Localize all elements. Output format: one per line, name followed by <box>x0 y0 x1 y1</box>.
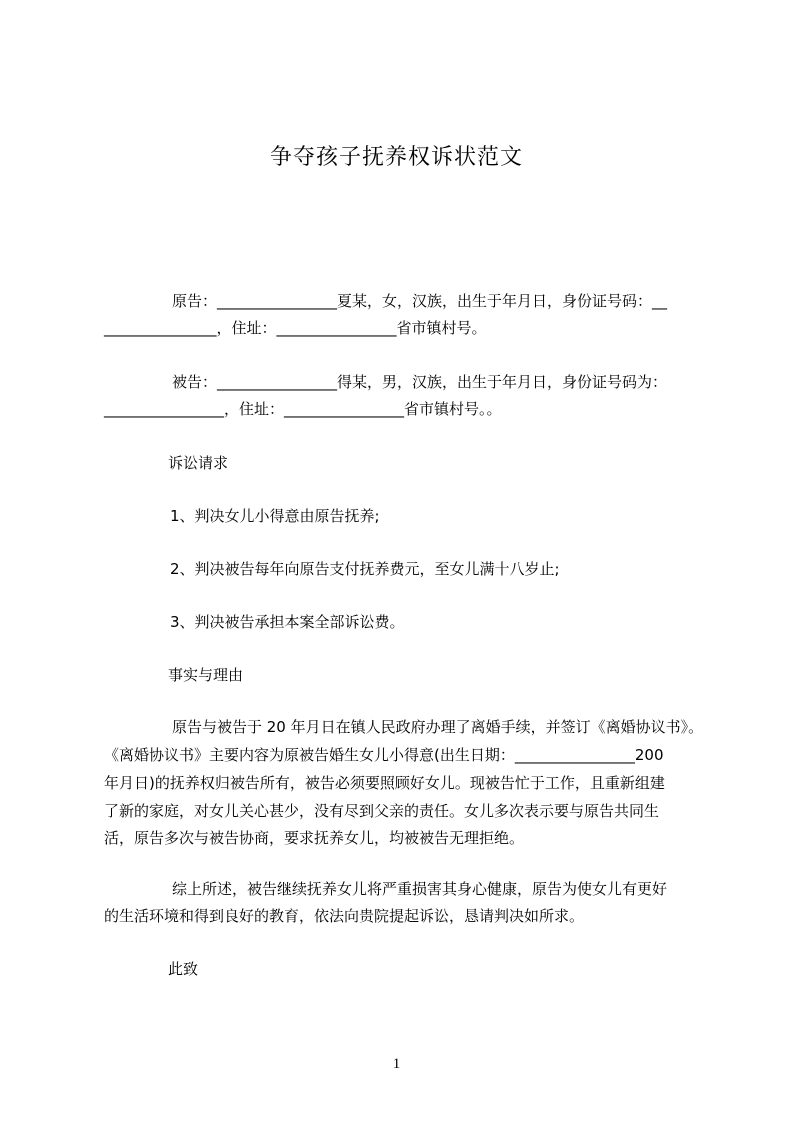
plaintiff-line-2: _______________，住址：________________省市镇村号。 <box>104 319 487 337</box>
document-title: 争夺孩子抚养权诉状范文 <box>269 145 523 170</box>
defendant-line-2: ________________，住址：________________省市镇村号。。 <box>104 400 502 418</box>
facts-line-3: 年月日)的抚养权归被告所有，被告必须要照顾好女儿。现被告忙于工作，且重新组建 <box>104 774 665 792</box>
claim-item-2: 2、判决被告每年向原告支付抚养费元，至女儿满十八岁止; <box>170 560 560 578</box>
facts-line-1: 原告与被告于 20 年月日在镇人民政府办理了离婚手续，并签订《离婚协议书》。 <box>172 718 704 736</box>
defendant-line-1: 被告：________________得某，男，汉族，出生于年月日，身份证号码为： <box>172 373 668 391</box>
claims-heading: 诉讼请求 <box>168 454 229 472</box>
claim-item-3: 3、判决被告承担本案全部诉讼费。 <box>170 613 405 631</box>
claim-item-1: 1、判决女儿小得意由原告抚养; <box>170 507 380 525</box>
facts-line-5: 活，原告多次与被告协商，要求抚养女儿，均被被告无理拒绝。 <box>104 829 525 847</box>
facts-line-2: 《离婚协议书》主要内容为原被告婚生女儿小得意(出生日期：________________200 <box>104 746 664 764</box>
summary-line-1: 综上所述，被告继续抚养女儿将严重损害其身心健康，原告为使女儿有更好 <box>172 880 668 898</box>
summary-line-2: 的生活环境和得到良好的教育，依法向贵院提起诉讼，恳请判决如所求。 <box>104 907 585 925</box>
facts-heading: 事实与理由 <box>168 666 244 684</box>
facts-line-4: 了新的家庭，对女儿关心甚少，没有尽到父亲的责任。女儿多次表示要与原告共同生 <box>104 802 660 820</box>
plaintiff-line-1: 原告：________________夏某，女，汉族，出生于年月日，身份证号码：__ <box>172 292 668 310</box>
page-number: 1 <box>392 1056 401 1072</box>
closing-text: 此致 <box>168 960 199 978</box>
